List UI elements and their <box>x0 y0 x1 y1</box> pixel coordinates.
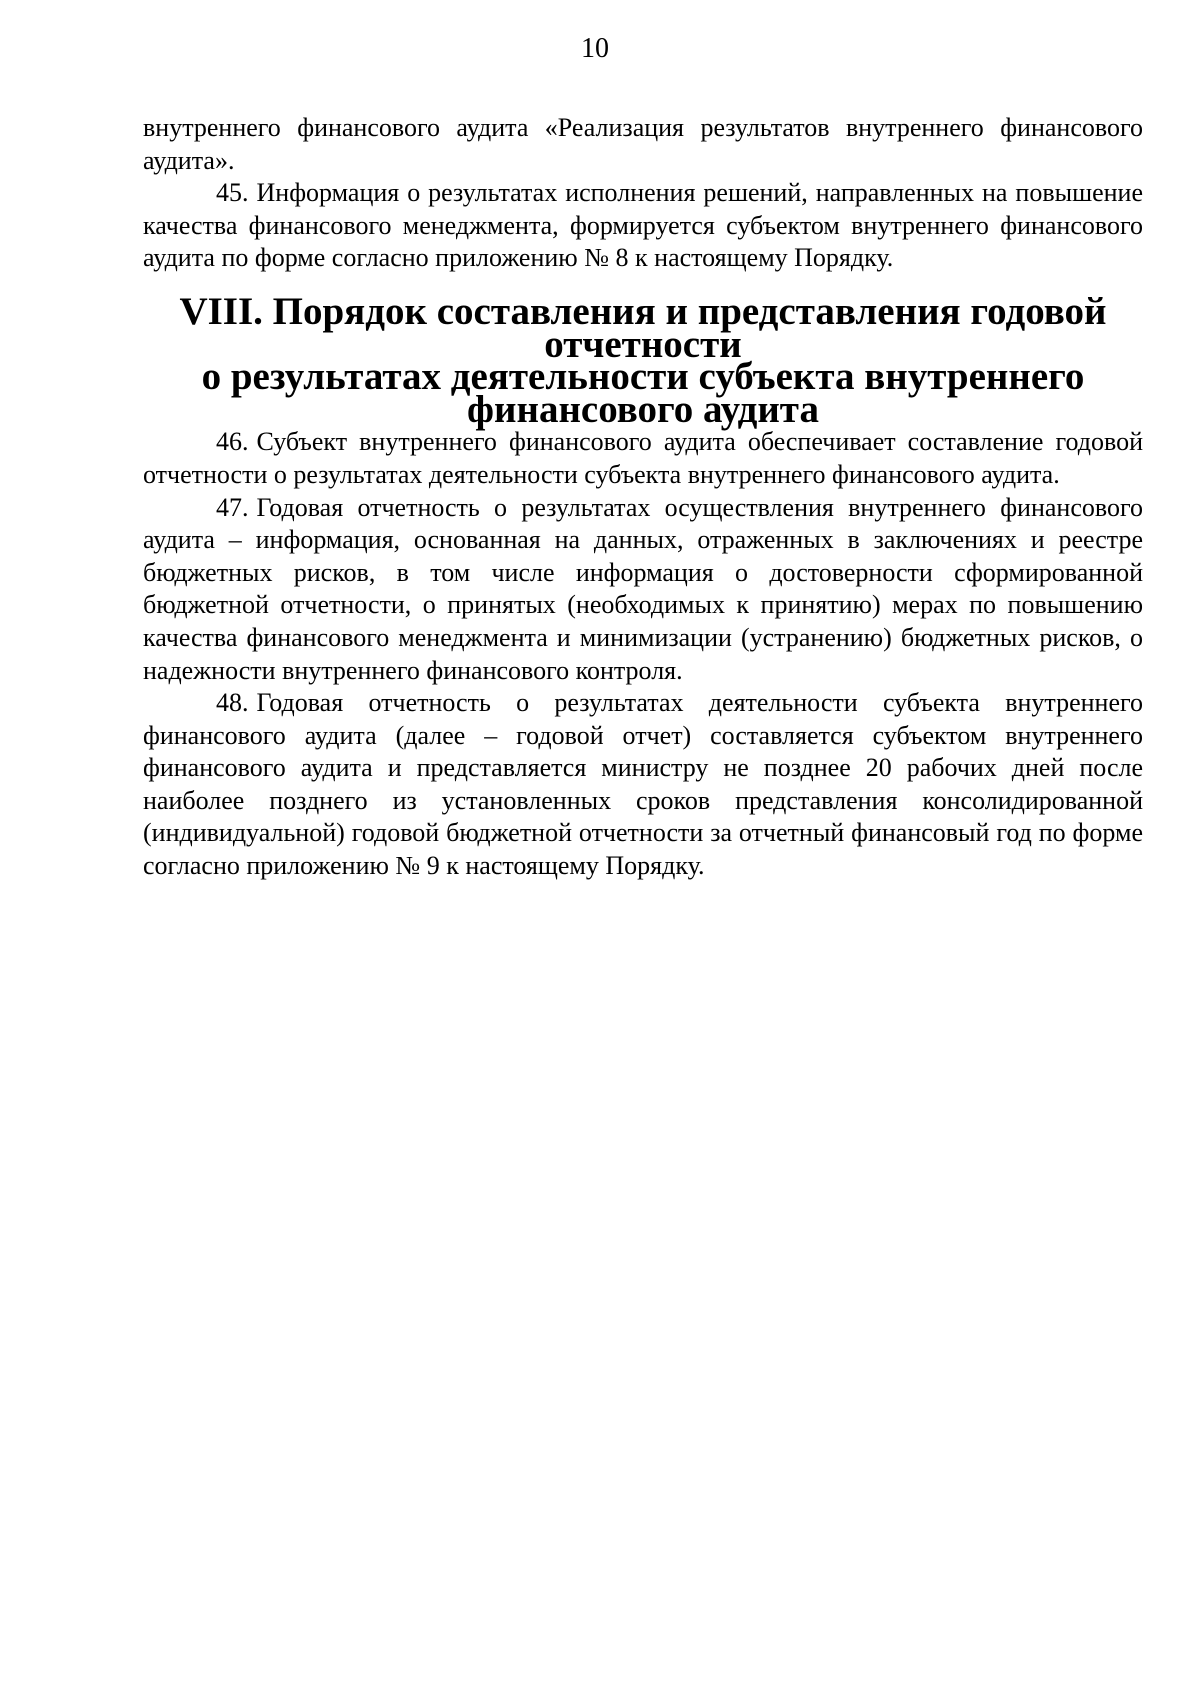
paragraph-number: 48. <box>216 688 249 718</box>
section-heading <box>143 289 1143 431</box>
paragraph-number: 46. <box>216 427 249 457</box>
paragraph-text: Информация о результатах исполнения решений, направленных на повышение качества финансового менеджмента, формируется субъектом внутреннего финансового аудита по форме согласно приложению № 8 к настоящему Порядку. <box>143 178 1143 273</box>
page-number: 10 <box>581 33 609 64</box>
paragraph-number: 45. <box>216 178 249 208</box>
paragraph-continuation: внутреннего финансового аудита «Реализация результатов внутреннего финансового аудита». <box>143 113 1143 175</box>
document-body <box>143 112 1143 883</box>
paragraph-text: Субъект внутреннего финансового аудита обеспечивает составление годовой отчетности о результатах деятельности субъекта внутреннего финансового аудита. <box>143 427 1143 489</box>
section-heading-line-2: о результатах деятельности субъекта внутреннего финансового аудита <box>201 355 1085 431</box>
paragraph-number: 47. <box>216 492 249 522</box>
paragraph-48 <box>143 687 1143 883</box>
paragraph-text: Годовая отчетность о результатах деятельности субъекта внутреннего финансового аудита (далее – годовой отчет) составляется субъектом внутреннего финансового аудита и представляется министру не позднее 20 рабочих дней после наиболее позднего из установленных сроков представления консолидированной (индивидуальной) годовой бюджетной отчетности за отчетный финансовый год по форме согласно приложению № 9 к настоящему Порядку. <box>143 688 1143 881</box>
paragraph-46 <box>143 426 1143 491</box>
paragraph-45 <box>143 177 1143 275</box>
paragraph-47 <box>143 492 1143 688</box>
paragraph-text: Годовая отчетность о результатах осуществления внутреннего финансового аудита – информация, основанная на данных, отраженных в заключениях и реестре бюджетных рисков, в том числе информация о достоверности сформированной бюджетной отчетности, о принятых (необходимых к принятию) мерах по повышению качества финансового менеджмента и минимизации (устранению) бюджетных рисков, о надежности внутреннего финансового контроля. <box>143 492 1143 685</box>
section-heading-line-1: VIII. Порядок составления и представления годовой отчетности <box>179 289 1107 366</box>
